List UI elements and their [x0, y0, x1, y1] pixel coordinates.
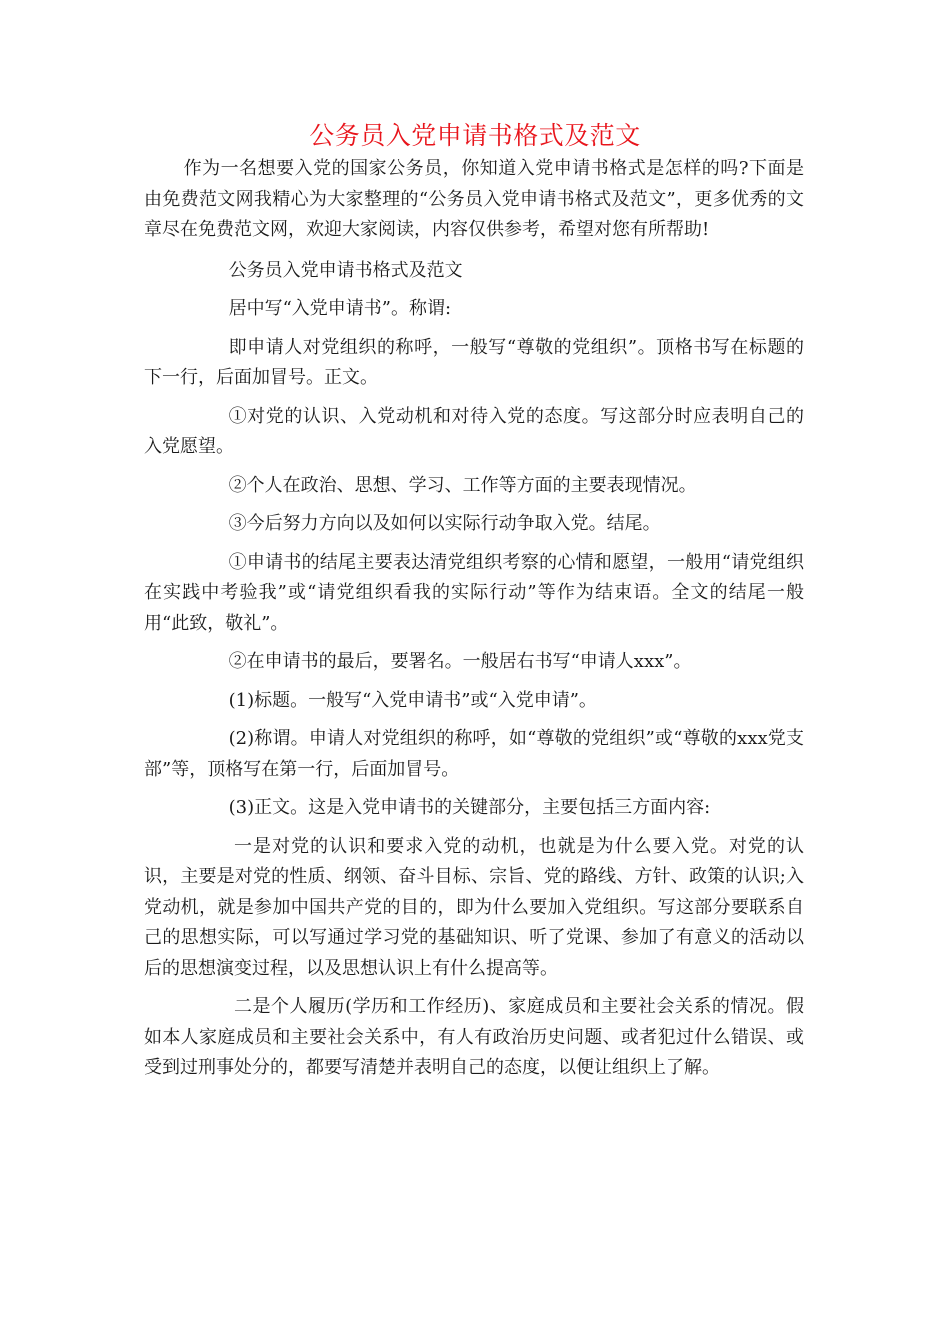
body-paragraph: ①申请书的结尾主要表达清党组织考察的心情和愿望，一般用“请党组织在实践中考验我”或“请党组织看我的实际行动”等作为结束语。全文的结尾一般用“此致，敬礼”。 [144, 551, 804, 634]
body-paragraph: ②在申请书的最后，要署名。一般居右书写“申请人xxx”。 [228, 651, 692, 672]
body-paragraph: (1)标题。一般写“入党申请书”或“入党申请”。 [228, 689, 597, 711]
body-paragraph: ①对党的认识、入党动机和对待入党的态度。写这部分时应表明自己的入党愿望。 [144, 405, 804, 457]
body-paragraph: ②个人在政治、思想、学习、工作等方面的主要表现情况。 [228, 474, 697, 496]
body-paragraph: 一是对党的认识和要求入党的动机，也就是为什么要入党。对党的认识，主要是对党的性质、纲领、奋斗目标、宗旨、党的路线、方针、政策的认识;入党动机，就是参加中国共产党的目的，即为什么要加入党组织。写这部分要联系自己的思想实际，可以写通过学习党的基础知识、听了党课、参加了有意义的活动以后的思想演变过程，以及思想认识上有什么提高等。 [144, 835, 804, 979]
document-body [144, 154, 804, 1092]
subtitle-paragraph: 公务员入党申请书格式及范文 [228, 259, 463, 281]
body-paragraph: 居中写“入党申请书”。称谓: [228, 298, 452, 319]
intro-paragraph: 作为一名想要入党的国家公务员，你知道入党申请书格式是怎样的吗?下面是由免费范文网我精心为大家整理的“公务员入党申请书格式及范文”，更多优秀的文章尽在免费范文网，欢迎大家阅读，内容仅供参考，希望对您有所帮助! [144, 158, 804, 240]
body-paragraph: (2)称谓。申请人对党组织的称呼，如“尊敬的党组织”或“尊敬的xxx党支部”等，顶格写在第一行，后面加冒号。 [144, 728, 804, 780]
body-paragraph: 二是个人履历(学历和工作经历)、家庭成员和主要社会关系的情况。假如本人家庭成员和主要社会关系中，有人有政治历史问题、或者犯过什么错误、或受到过刑事处分的，都要写清楚并表明自己的态度，以便让组织上了解。 [144, 996, 804, 1078]
body-paragraph: 即申请人对党组织的称呼，一般写“尊敬的党组织”。顶格书写在标题的下一行，后面加冒号。正文。 [144, 336, 804, 388]
body-paragraph: (3)正文。这是入党申请书的关键部分，主要包括三方面内容: [228, 797, 711, 818]
document-title: 公务员入党申请书格式及范文 [309, 121, 641, 150]
body-paragraph: ③今后努力方向以及如何以实际行动争取入党。结尾。 [228, 513, 661, 534]
